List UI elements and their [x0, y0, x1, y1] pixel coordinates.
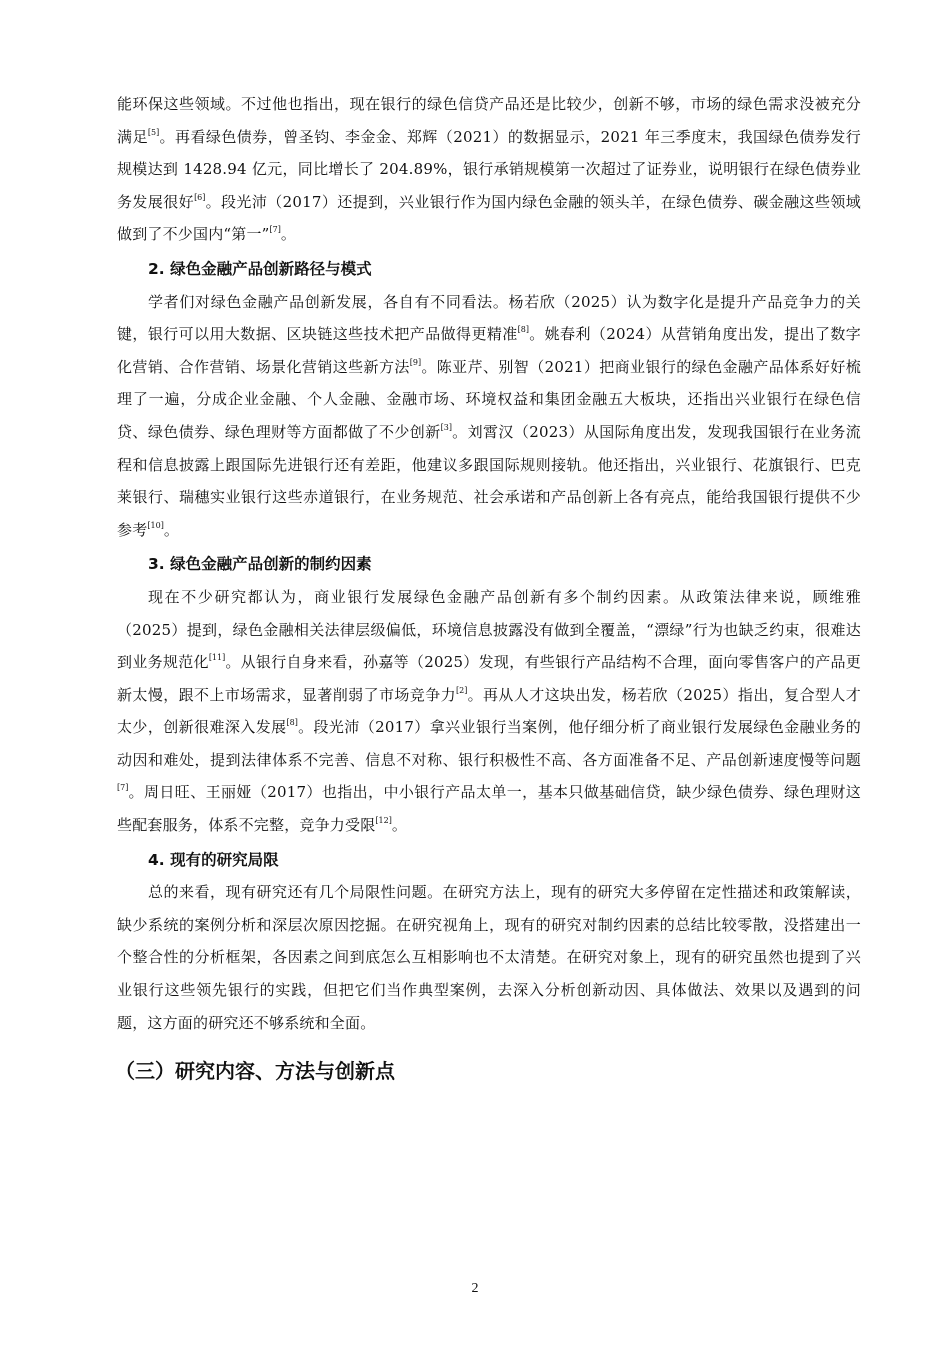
subsection-heading: 2. 绿色金融产品创新路径与模式 — [148, 259, 372, 278]
paragraph-text: 现在不少研究都认为，商业银行发展绿色金融产品创新有多个制约因素。从政策法律来说，顾维雅（2025）提到，绿色金融相关法律层级偏低，环境信息披露没有做到全覆盖，“漂绿”行为也缺乏约束，很难达到业务规范化 — [117, 587, 861, 672]
paragraph-text: 。 — [163, 520, 180, 539]
citation-ref: [8] — [517, 325, 530, 335]
paragraph-text: 。从银行自身来看，孙嘉等（2025）发现，有些银行产品结构不合理，面向零售客户的产品更新太慢，跟不上市场需求，显著削弱了市场竞争力 — [117, 653, 862, 704]
page-number: 2 — [471, 1281, 479, 1296]
citation-ref: [8] — [286, 718, 298, 728]
section-heading: （三）研究内容、方法与创新点 — [115, 1059, 395, 1084]
citation-ref: [3] — [440, 422, 452, 432]
paragraph-text: 。段光沛（2017）拿兴业银行当案例，他仔细分析了商业银行发展绿色金融业务的动因和难处，提到法律体系不完善、信息不对称、银行积极性不高、各方面准备不足、产品创新速度慢等问题 — [117, 718, 861, 769]
paragraph-text: 。再从人才这块出发，杨若欣（2025）指出，复合型人才太少，创新很难深入发展 — [117, 685, 861, 737]
body-paragraph — [117, 581, 861, 842]
paragraph-text: 。 — [391, 816, 408, 835]
paragraph-text: 。姚春利（2024）从营销角度出发，提出了数字化营销、合作营销、场景化营销这些新方法 — [117, 325, 861, 376]
subsection-heading: 3. 绿色金融产品创新的制约因素 — [148, 555, 372, 574]
body-paragraph — [117, 88, 861, 251]
paragraph-text: 。段光沛（2017）还提到，兴业银行作为国内绿色金融的领头羊，在绿色债券、碳金融这些领域做到了不少国内“第一” — [117, 192, 861, 244]
paragraph-text: 。陈亚芹、别智（2021）把商业银行的绿色金融产品体系好好梳理了一遍，分成企业金融、个人金融、金融市场、环境权益和集团金融五大板块，还指出兴业银行在绿色信贷、绿色债券、绿色理财等方面都做了不少创新 — [117, 357, 861, 441]
citation-ref: [7] — [269, 225, 281, 235]
body-paragraph — [117, 286, 861, 547]
subsection-heading: 4. 现有的研究局限 — [148, 850, 279, 869]
body-paragraph — [117, 876, 861, 1039]
citation-ref: [5] — [147, 127, 160, 137]
paragraph-text: 。周日旺、王丽娅（2017）也指出，中小银行产品太单一，基本只做基础信贷，缺少绿色债券、绿色理财这些配套服务，体系不完整，竞争力受限 — [117, 783, 861, 835]
citation-ref: [12] — [375, 816, 392, 826]
citation-ref: [11] — [208, 653, 226, 663]
citation-ref: [6] — [194, 192, 206, 202]
paragraph-text: 。 — [280, 225, 297, 244]
citation-ref: [10] — [147, 520, 164, 530]
paragraph-text: 总的来看，现有研究还有几个局限性问题。在研究方法上，现有的研究大多停留在定性描述和政策解读，缺少系统的案例分析和深层次原因挖掘。在研究视角上，现有的研究对制约因素的总结比较零散，没搭建出一个整合性的分析框架，各因素之间到底怎么互相影响也不太清楚。在研究对象上，现有的研究虽然也提到了兴业银行这些领先银行的实践，但把它们当作典型案例，去深入分析创新动因、具体做法、效果以及遇到的问题，这方面的研究还不够系统和全面。 — [117, 883, 861, 1032]
citation-ref: [7] — [117, 783, 129, 793]
paragraph-text: 。再看绿色债券，曾圣钧、李金金、郑辉（2021）的数据显示，2021 年三季度末，我国绿色债券发行规模达到 1428.94 亿元，同比增长了 204.89%，银行承销规模第一次超过了证券业，说明银行在绿色债券业务发展很好 — [117, 127, 861, 211]
paragraph-text: 学者们对绿色金融产品创新发展，各自有不同看法。杨若欣（2025）认为数字化是提升产品竞争力的关键，银行可以用大数据、区块链这些技术把产品做得更精准 — [117, 292, 861, 344]
page-body — [117, 88, 861, 1089]
citation-ref: [9] — [409, 357, 422, 367]
citation-ref: [2] — [456, 685, 468, 695]
paragraph-text: 能环保这些领域。不过他也指出，现在银行的绿色信贷产品还是比较少，创新不够，市场的绿色需求没被充分满足 — [117, 95, 861, 146]
paragraph-text: 。刘霄汉（2023）从国际角度出发，发现我国银行在业务流程和信息披露上跟国际先进银行还有差距，他建议多跟国际规则接轨。他还指出，兴业银行、花旗银行、巴克莱银行、瑞穗实业银行这些赤道银行，在业务规范、社会承诺和产品创新上各有亮点，能给我国银行提供不少参考 — [117, 422, 862, 539]
